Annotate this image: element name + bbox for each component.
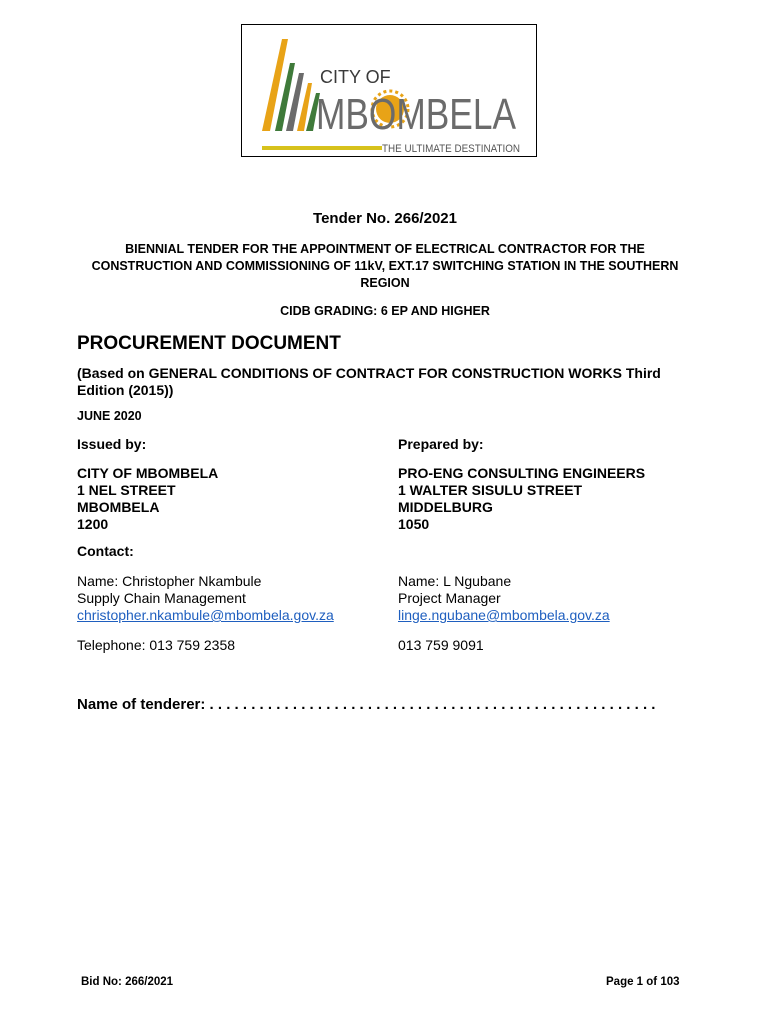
issued-by-line: CITY OF MBOMBELA xyxy=(77,465,219,481)
prepared-by-address xyxy=(398,465,645,533)
issued-by-line: 1200 xyxy=(77,516,109,532)
contact-right xyxy=(398,573,610,654)
issued-by-address xyxy=(77,465,218,533)
tender-number: Tender No. 266/2021 xyxy=(313,210,457,227)
contact-left-name: Name: Christopher Nkambule xyxy=(77,573,262,589)
prepared-by-line: 1 WALTER SISULU STREET xyxy=(398,482,583,498)
prepared-by-line: PRO-ENG CONSULTING ENGINEERS xyxy=(398,465,646,481)
contact-right-email-link[interactable]: linge.ngubane@mbombela.gov.za xyxy=(398,607,610,623)
tender-title-line-2: CONSTRUCTION AND COMMISSIONING OF 11kV, EXT.17 SWITCHING STATION IN THE SOUTHERN xyxy=(91,259,679,273)
city-of-mbombela-logo xyxy=(241,24,537,157)
prepared-by-line: MIDDELBURG xyxy=(398,499,493,515)
tenderer-name-field[interactable]: Name of tenderer: . . . . . . . . . . . . . . . . . . . . . . . . . . . . . . . . . . . . . . . . . . . . . . . . . . . . . . xyxy=(77,696,656,713)
document-heading: PROCUREMENT DOCUMENT xyxy=(77,333,341,354)
document-basis xyxy=(77,365,697,399)
logo-underline xyxy=(262,146,382,150)
tender-title-line-1: BIENNIAL TENDER FOR THE APPOINTMENT OF ELECTRICAL CONTRACTOR FOR THE xyxy=(125,242,645,256)
logo-graphic xyxy=(242,25,538,158)
contact-left-role: Supply Chain Management xyxy=(77,590,246,606)
tender-title xyxy=(40,241,730,292)
footer-page-number: Page 1 of 103 xyxy=(606,976,680,988)
contact-right-phone: 013 759 9091 xyxy=(398,637,484,653)
logo-city-of-text: CITY OF xyxy=(320,67,391,87)
document-basis-line-1: (Based on GENERAL CONDITIONS OF CONTRACT FOR CONSTRUCTION WORKS Third xyxy=(77,365,661,381)
contact-left-phone: Telephone: 013 759 2358 xyxy=(77,637,236,653)
prepared-by-line: 1050 xyxy=(398,516,430,532)
contact-right-role: Project Manager xyxy=(398,590,501,606)
issued-by-line: 1 NEL STREET xyxy=(77,482,176,498)
prepared-by-label: Prepared by: xyxy=(398,436,484,452)
issued-by-label: Issued by: xyxy=(77,436,147,452)
contact-right-name: Name: L Ngubane xyxy=(398,573,512,589)
tender-title-line-3: REGION xyxy=(360,276,410,290)
document-date: JUNE 2020 xyxy=(77,409,142,423)
contact-left xyxy=(77,573,334,654)
cidb-grading: CIDB GRADING: 6 EP AND HIGHER xyxy=(280,304,490,318)
contact-label: Contact: xyxy=(77,543,134,559)
logo-name-text: MBOMBELA xyxy=(316,90,517,139)
contact-left-email-link[interactable]: christopher.nkambule@mbombela.gov.za xyxy=(77,607,334,623)
document-basis-line-2: Edition (2015)) xyxy=(77,382,174,398)
logo-tagline-text: THE ULTIMATE DESTINATION xyxy=(382,143,521,155)
issued-by-line: MBOMBELA xyxy=(77,499,160,515)
footer-bid-number: Bid No: 266/2021 xyxy=(81,976,174,988)
